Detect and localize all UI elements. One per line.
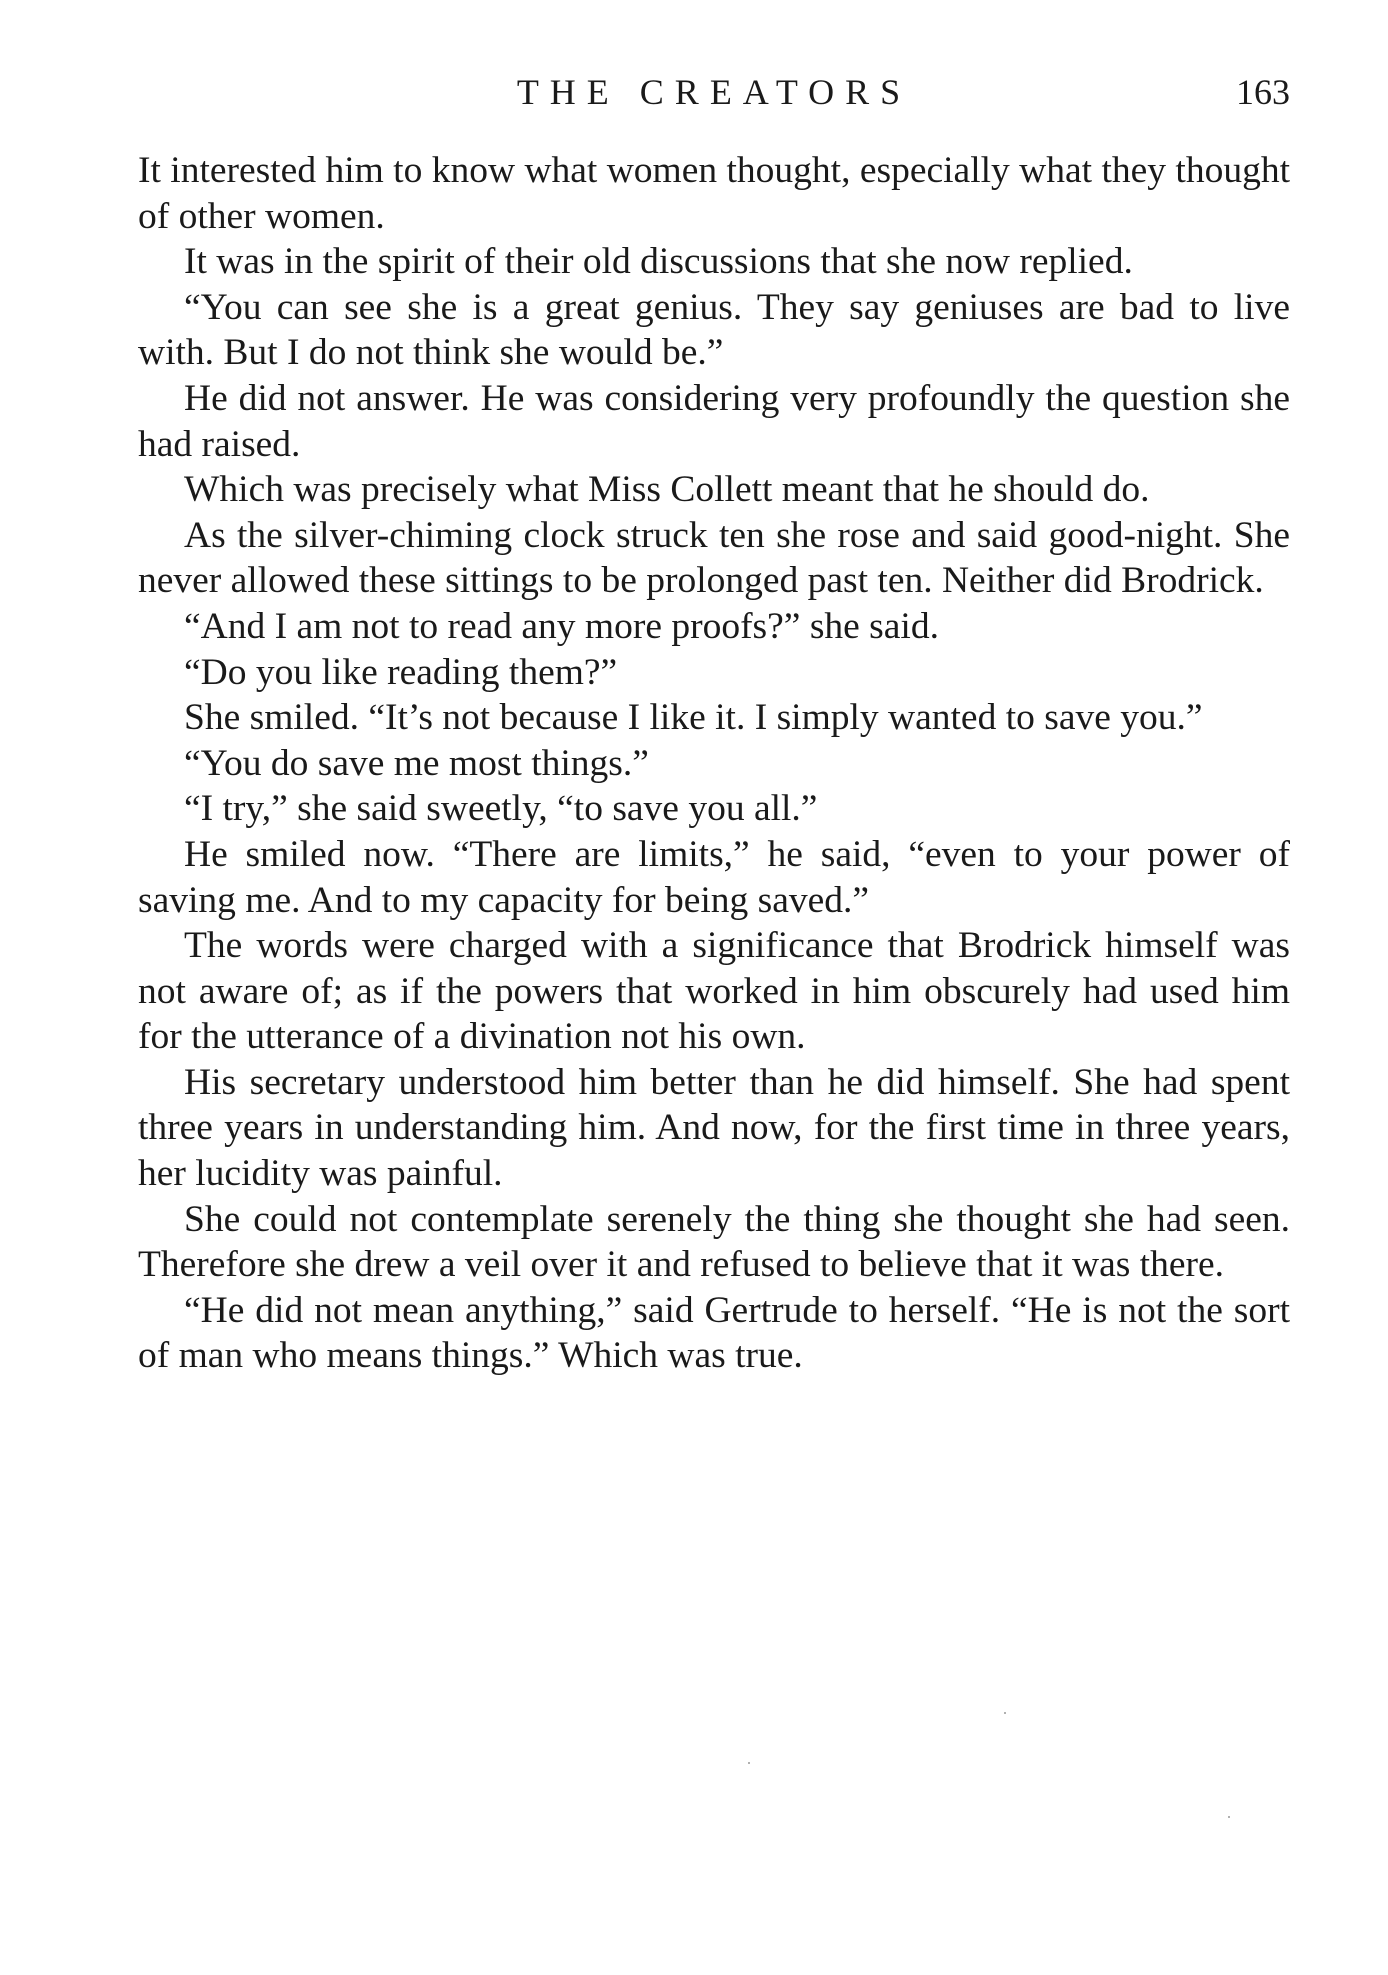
running-title: THE CREATORS xyxy=(516,72,912,112)
paragraph-16: “He did not mean anything,” said Gertrude to herself. “He is not the sort of man who means things.” Which was true. xyxy=(138,1289,1290,1377)
paragraph-14: His secretary understood him better than he did himself. She had spent three years in understanding him. And now, for the first time in three years, her lucidity was painful. xyxy=(138,1061,1290,1195)
paragraph-9: She smiled. “It’s not because I like it. I simply wanted to save you.” xyxy=(184,697,1203,739)
paragraph-6: As the silver-chiming clock struck ten she rose and said good-night. She never allowed these sittings to be prolonged past ten. Neither did Brodrick. xyxy=(138,514,1290,602)
paragraph-5: Which was precisely what Miss Collett meant that he should do. xyxy=(184,469,1150,511)
paragraph-7: “And I am not to read any more proofs?” she said. xyxy=(184,605,939,647)
paragraph-11: “I try,” she said sweetly, “to save you all.” xyxy=(184,788,818,830)
body-text xyxy=(138,148,1290,1379)
paragraph-15: She could not contemplate serenely the thing she thought she had seen. Therefore she drew a veil over it and refused to believe that it was there. xyxy=(138,1198,1290,1286)
paragraph-12: He smiled now. “There are limits,” he said, “even to your power of saving me. And to my capacity for being saved.” xyxy=(138,833,1290,921)
paragraph-13: The words were charged with a significance that Brodrick himself was not aware of; as if the powers that worked in him obscurely had used him for the utterance of a divination not his own. xyxy=(138,925,1290,1058)
paragraph-4: He did not answer. He was considering very profoundly the question she had raised. xyxy=(138,377,1290,465)
page-number: 163 xyxy=(1236,72,1290,112)
paragraph-1: It interested him to know what women thought, especially what they thought of other women. xyxy=(138,150,1290,237)
paragraph-10: “You do save me most things.” xyxy=(184,742,649,784)
running-head xyxy=(138,64,1290,120)
paper-speck xyxy=(1228,1816,1230,1818)
paragraph-2: It was in the spirit of their old discussions that she now replied. xyxy=(184,241,1133,283)
paragraph-8: “Do you like reading them?” xyxy=(184,651,618,693)
paper-speck xyxy=(748,1762,750,1764)
paper-speck xyxy=(1004,1712,1006,1714)
paragraph-3: “You can see she is a great genius. They say geniuses are bad to live with. But I do not think she would be.” xyxy=(138,286,1290,374)
